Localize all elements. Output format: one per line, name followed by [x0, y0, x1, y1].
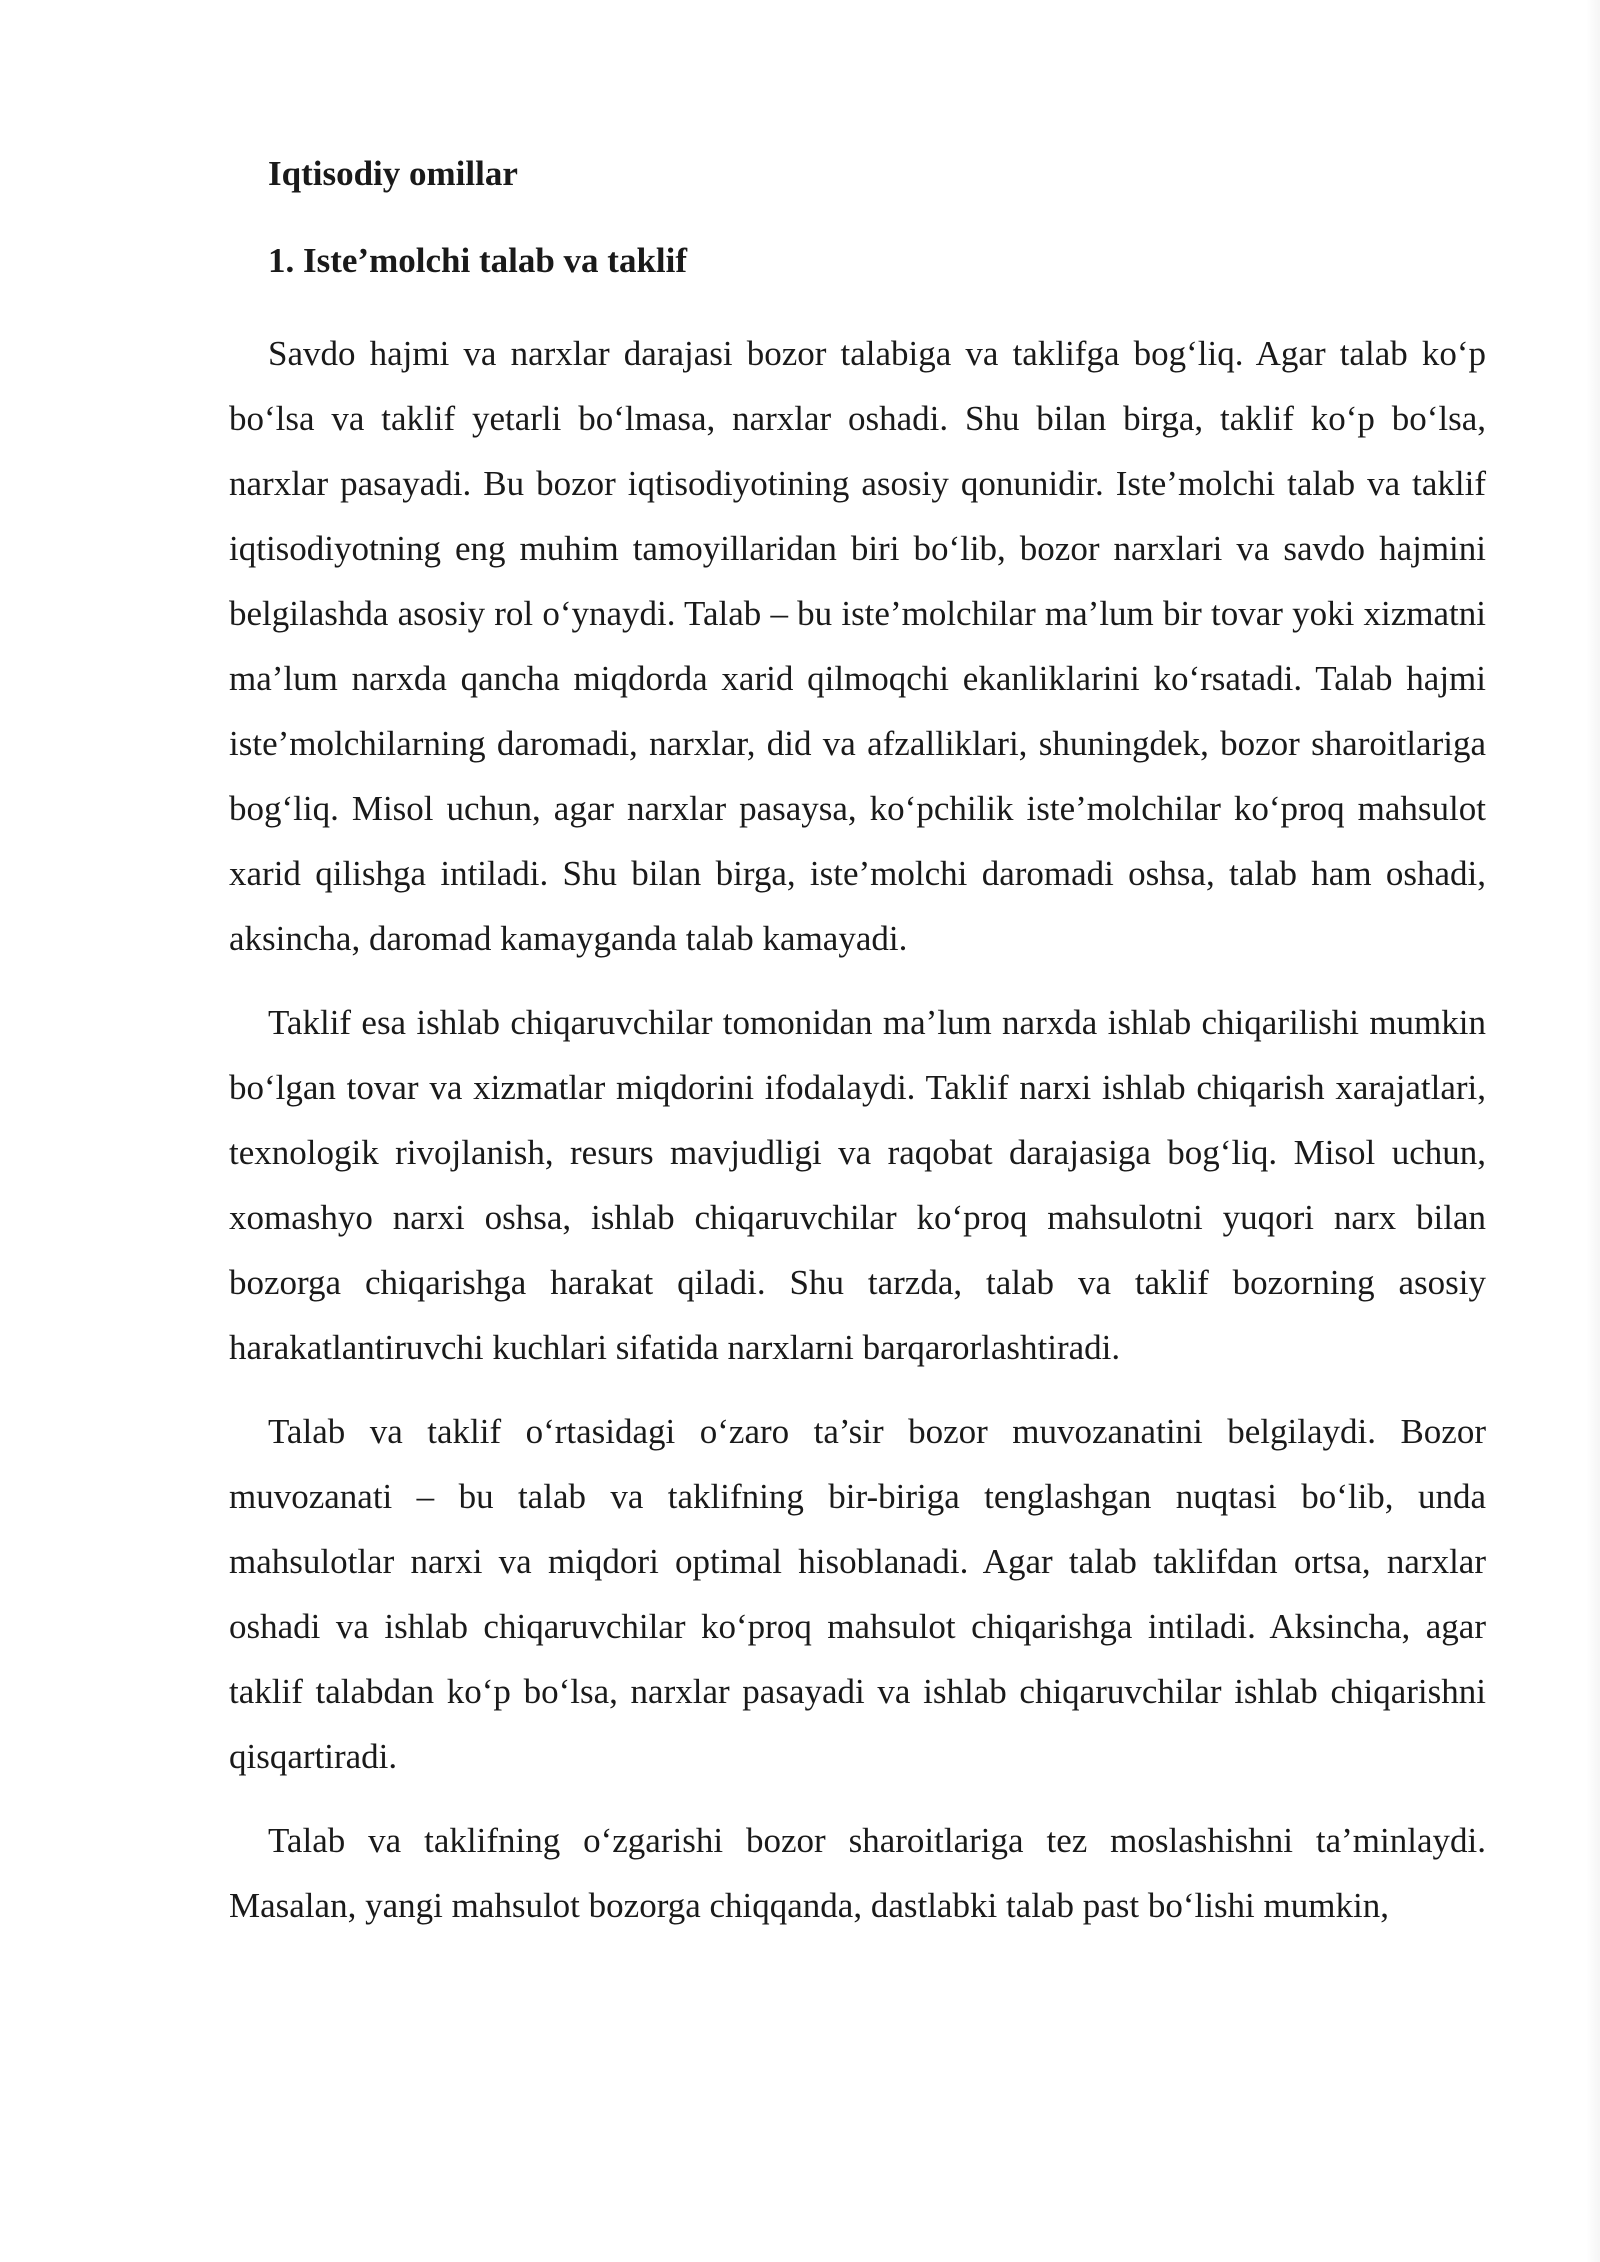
paragraph-1: Savdo hajmi va narxlar darajasi bozor talabiga va taklifga bog‘liq. Agar talab ko‘p bo‘lsa va taklif yetarli bo‘lmasa, narxlar oshadi. Shu bilan birga, taklif ko‘p bo‘lsa, narxlar pasayadi. Bu bozor iqtisodiyotining asosiy qonunidir. Iste’molchi talab va taklif iqtisodiyotning eng muhim tamoyillaridan biri bo‘lib, bozor narxlari va savdo hajmini belgilashda asosiy rol o‘ynaydi. Talab – bu iste’molchilar ma’lum bir tovar yoki xizmatni ma’lum narxda qancha miqdorda xarid qilmoqchi ekanliklarini ko‘rsatadi. Talab hajmi iste’molchilarning daromadi, narxlar, did va afzalliklari, shuningdek, bozor sharoitlariga bog‘liq. Misol uchun, agar narxlar pasaysa, ko‘pchilik iste’molchilar ko‘proq mahsulot xarid qilishga intiladi. Shu bilan birga, iste’molchi daromadi oshsa, talab ham oshadi, aksincha, daromad kamayganda talab kamayadi. — [229, 334, 1486, 958]
document-heading: Iqtisodiy omillar — [268, 154, 518, 193]
page-edge-shadow — [1586, 0, 1600, 2262]
paragraph-4: Talab va taklifning o‘zgarishi bozor sharoitlariga tez moslashishni ta’minlaydi. Masalan, yangi mahsulot bozorga chiqqanda, dastlabki talab past bo‘lishi mumkin, — [229, 1821, 1486, 1925]
paragraph-2: Taklif esa ishlab chiqaruvchilar tomonidan ma’lum narxda ishlab chiqarilishi mumkin bo‘lgan tovar va xizmatlar miqdorini ifodalaydi. Taklif narxi ishlab chiqarish xarajatlari, texnologik rivojlanish, resurs mavjudligi va raqobat darajasiga bog‘liq. Misol uchun, xomashyo narxi oshsa, ishlab chiqaruvchilar ko‘proq mahsulotni yuqori narx bilan bozorga chiqarishga harakat qiladi. Shu tarzda, talab va taklif bozorning asosiy harakatlantiruvchi kuchlari sifatida narxlarni barqarorlashtiradi. — [229, 1003, 1486, 1367]
section-title: 1. Iste’molchi talab va taklif — [268, 241, 688, 280]
paragraph-3: Talab va taklif o‘rtasidagi o‘zaro ta’sir bozor muvozanatini belgilaydi. Bozor muvozanati – bu talab va taklifning bir-biriga tenglashgan nuqtasi bo‘lib, unda mahsulotlar narxi va miqdori optimal hisoblanadi. Agar talab taklifdan ortsa, narxlar oshadi va ishlab chiqaruvchilar ko‘proq mahsulot chiqarishga intiladi. Aksincha, agar taklif talabdan ko‘p bo‘lsa, narxlar pasayadi va ishlab chiqaruvchilar ishlab chiqarishni qisqartiradi. — [229, 1412, 1486, 1776]
document-body — [229, 150, 1486, 1957]
